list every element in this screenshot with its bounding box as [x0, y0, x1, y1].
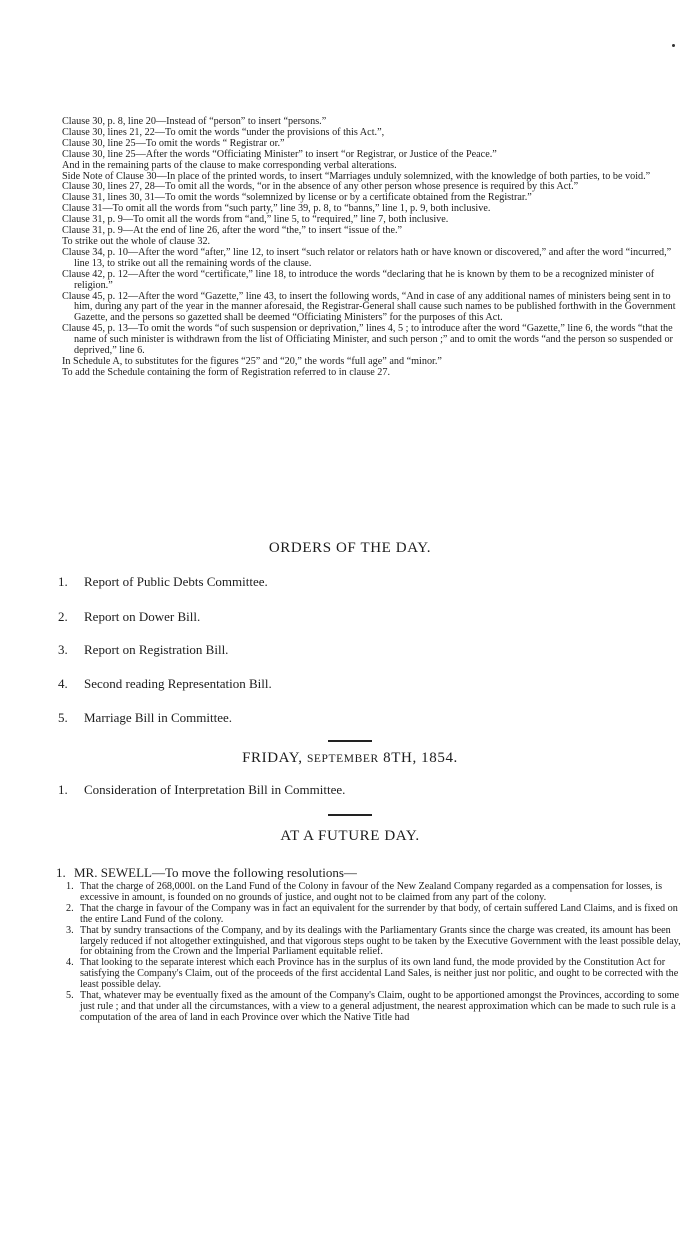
- amendment: Clause 31—To omit all the words from “such party,” line 39, p. 8, to “banns,” line 1, p. 9, both inclusive.: [62, 203, 491, 215]
- page-speck: [672, 44, 675, 47]
- resolution-text: That looking to the separate interest which each Province has in the surplus of its own land fund, the mode provided by the Constitution Act for satisfying the Company's Claim, out of the proceeds of the first accidental Land Sales, is neither just nor politic, and ought to be corrected with the least possible delay.: [80, 957, 679, 991]
- amendments-list: [62, 117, 684, 379]
- section-divider: [328, 740, 372, 742]
- friday-heading: [0, 750, 700, 767]
- motion-number: 1.: [56, 865, 66, 880]
- resolution-text: That the charge of 268,000l. on the Land Fund of the Colony in favour of the New Zealand Company regarded as a compensation for losses, is excessive in amount, is founded on no grounds of justice, and ought not to be claimed from any part of the colony.: [80, 881, 663, 903]
- order-number: 5.: [58, 710, 68, 725]
- amendment: Clause 34, p. 10—After the word “after,” line 12, to insert “such relator or relators hath or have known or discovered,” and after the word “incurred,” line 13, to strike out all the remaining words of the clause.: [62, 246, 672, 269]
- resolution-item: [56, 958, 686, 991]
- amendment: To strike out the whole of clause 32.: [62, 235, 211, 247]
- order-text: Report on Registration Bill.: [84, 642, 229, 657]
- amendment: Clause 31, lines 30, 31—To omit the words “solemnized by license or by a certificate obtained from the Registrar.”: [62, 192, 532, 204]
- resolution-number: 3.: [66, 924, 74, 936]
- orders-heading: ORDERS OF THE DAY.: [268, 540, 432, 556]
- order-item: [58, 782, 345, 798]
- amendment: Clause 45, p. 12—After the word “Gazette,” line 43, to insert the following words, “And in case of any additional names of ministers being sent in to him, during any part of the year in the manner aforesaid, the Registrar-General shall cause such names to be published forthwith in the Government Gazette, and the persons so gazetted shall be deemed “Officiating Ministers” for the purposes of this Act.: [62, 290, 676, 324]
- order-number: 3.: [58, 642, 68, 657]
- resolution-number: 2.: [66, 902, 74, 914]
- resolution-item: [56, 882, 686, 904]
- resolution-text: That by sundry transactions of the Company, and by its dealings with the Parliamentary Grants since the charge was created, its amount has been largely reduced if not altogether extinguished, and that vigorous steps ought to be taken by the Executive Government with the least possible delay, for obtaining from the Crown and the Imperial Parliament equitable relief.: [80, 924, 681, 958]
- order-text: Report on Dower Bill.: [84, 609, 201, 624]
- friday-date: 8TH, 1854.: [383, 750, 458, 766]
- section-divider: [328, 814, 372, 816]
- amendment: In Schedule A, to substitutes for the figures “25” and “20,” the words “full age” and “minor.”: [62, 355, 442, 367]
- resolution-text: That, whatever may be eventually fixed as the amount of the Company's Claim, ought to be apportioned amongst the Provinces, according to some just rule ; and that under all the circumstances, with a view to a general adjustment, the nearest approximation which can be made to such rule is a computation of the area of land in each Province over which the Native Title had: [80, 990, 680, 1023]
- resolution-item: [56, 991, 686, 1024]
- order-number: 2.: [58, 609, 68, 624]
- order-item: [58, 574, 268, 590]
- resolution-text: That the charge in favour of the Company was in fact an equivalent for the surrender by that body, of certain suffered Land Claims, and is fixed on the entire Land Fund of the colony.: [80, 902, 678, 925]
- amendment: Clause 30, p. 8, line 20—Instead of “person” to insert “persons.”: [62, 116, 327, 127]
- amendment: Clause 30, lines 27, 28—To omit all the words, “or in the absence of any other person whose presence is required by this Act.”: [62, 181, 579, 193]
- amendment: And in the remaining parts of the clause to make corresponding verbal alterations.: [62, 159, 397, 171]
- order-item: [58, 609, 200, 625]
- amendment: Clause 30, line 25—To omit the words “ Registrar or.”: [62, 137, 285, 149]
- amendment: Clause 30, lines 21, 22—To omit the words “under the provisions of this Act.”,: [62, 126, 385, 138]
- motion-text: MR. SEWELL—To move the following resolutions—: [74, 865, 357, 880]
- amendment: To add the Schedule containing the form of Registration referred to in clause 27.: [62, 366, 391, 378]
- amendment: Clause 42, p. 12—After the word “certificate,” line 18, to introduce the words “declaring that he is known by them to be a recognized minister of religion.”: [62, 268, 655, 291]
- resolution-item: [56, 926, 686, 959]
- order-item: [58, 642, 228, 658]
- order-text: Marriage Bill in Committee.: [84, 710, 233, 725]
- order-item: [58, 710, 232, 726]
- amendment: Clause 30, line 25—After the words “Officiating Minister” to insert “or Registrar, or Justice of the Peace.”: [62, 148, 497, 160]
- resolution-number: 1.: [66, 881, 74, 892]
- motion-intro: [56, 865, 686, 880]
- order-text: Second reading Representation Bill.: [84, 676, 272, 691]
- order-text: Consideration of Interpretation Bill in Committee.: [84, 782, 346, 797]
- friday-day: FRIDAY,: [242, 750, 303, 766]
- resolution-number: 5.: [66, 990, 74, 1002]
- future-heading: AT A FUTURE DAY.: [280, 828, 420, 844]
- resolution-number: 4.: [66, 957, 74, 969]
- order-number: 1.: [58, 782, 68, 797]
- resolution-item: [56, 904, 686, 926]
- order-number: 4.: [58, 676, 68, 691]
- order-number: 1.: [58, 574, 68, 589]
- order-item: [58, 676, 272, 692]
- resolutions-block: [56, 865, 686, 1024]
- amendment: Clause 31, p. 9—At the end of line 26, after the word “the,” to insert “issue of the.”: [62, 225, 403, 237]
- amendment: Clause 45, p. 13—To omit the words “of such suspension or deprivation,” lines 4, 5 ; to introduce after the word “Gazette,” line 6, the words “that the name of such minister is withdrawn from the list of Officiating Minister, and such person ;” and to omit the words “and the person so suspended or deprived,” line 6.: [62, 323, 673, 357]
- order-text: Report of Public Debts Committee.: [84, 574, 268, 589]
- friday-month: SEPTEMBER: [306, 753, 379, 765]
- amendment: Clause 31, p. 9—To omit all the words from “and,” line 5, to “required,” line 7, both inclusive.: [62, 214, 449, 226]
- amendment: Side Note of Clause 30—In place of the printed words, to insert “Marriages unduly solemnized, with the knowledge of both parties, to be void.”: [62, 170, 651, 182]
